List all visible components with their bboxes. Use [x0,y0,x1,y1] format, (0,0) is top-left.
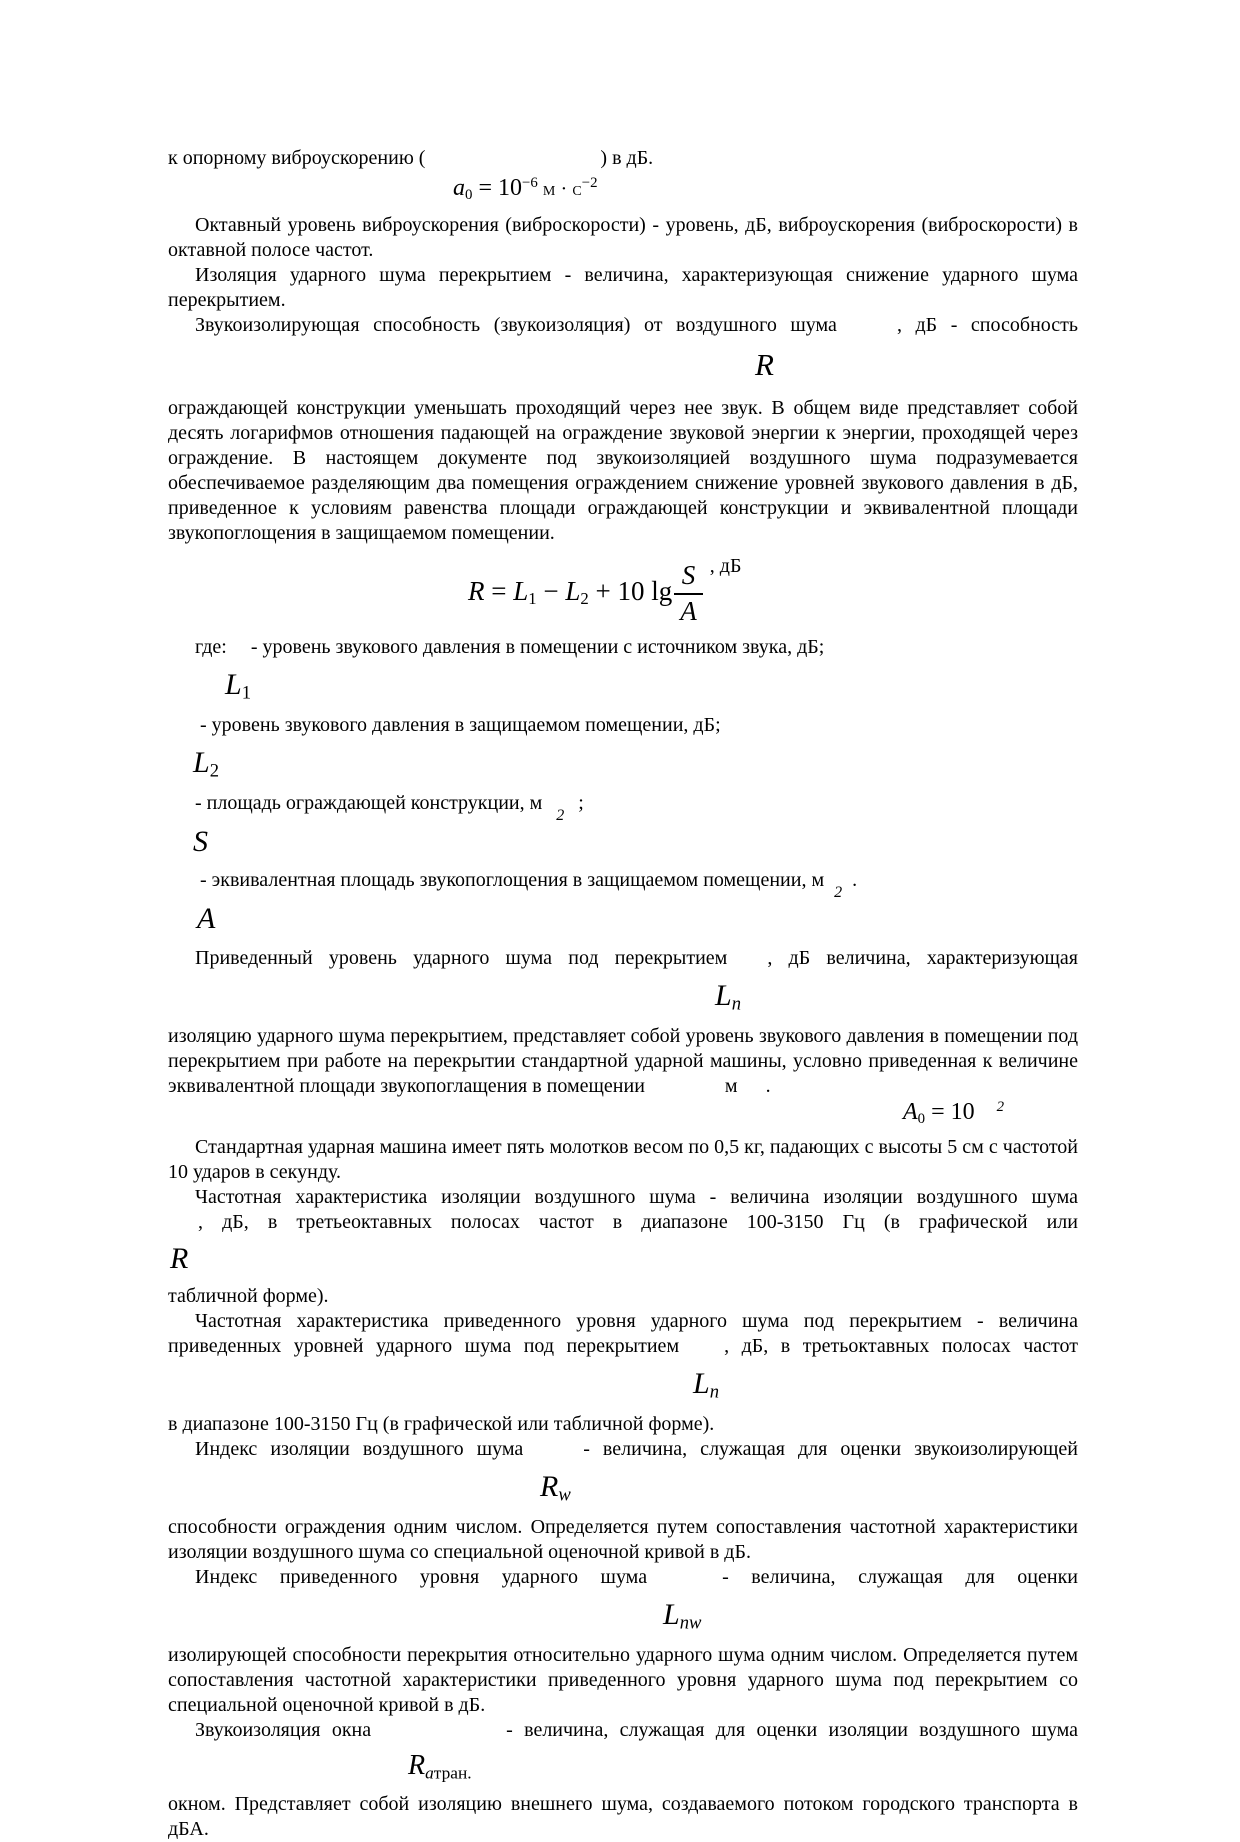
formula-part: , дБ [709,555,742,578]
formula-part: 2 [580,588,589,608]
misplaced-superscript: 2 [834,884,843,902]
paragraph-airborne-index-description [168,1515,1078,1565]
formula-part: nw [679,1612,702,1634]
text-run: приведенных уровней ударного шума под перекрытием [168,1335,680,1358]
blank-gap [227,651,251,653]
paragraph-impact-index-description [168,1643,1078,1718]
blank-gap [975,1117,997,1119]
text-run: Частотная характеристика приведенного уровня ударного шума под перекрытием - величина [195,1310,1078,1333]
paragraph-reference-acceleration [168,146,1078,171]
paragraph-frequency-characteristic-impact [168,1309,1078,1334]
paragraph-L2-definition [168,713,1078,738]
paragraph-airborne-index [168,1437,1078,1462]
document-content [168,146,1078,1842]
symbol-R-frequency [170,1242,1078,1277]
text-run: . [765,1074,771,1097]
text-run: Приведенный уровень ударного шума под перекрытием [195,946,728,969]
text-run: - эквивалентная площадь звукопоглощения в защищаемом помещении, м [200,869,825,892]
blank-gap [542,807,556,809]
blank-gap [824,884,834,886]
blank-gap [842,884,852,886]
text-run: изоляцию ударного шума перекрытием, представляет собой уровень звукового давления в помещении под перекрытием при работе на перекрытии стандартной ударной машины, условно приведенная к величине эквивалентной площади звукопоглащения в помещении [168,1024,1078,1097]
formula-part: A [903,1098,918,1125]
text-run: способности ограждения одним числом. Определяется путем сопоставления частотной характеристики изоляции воздушного шума со специальной оценочной кривой в дБ. [168,1516,1078,1564]
text-run: Индекс приведенного уровня ударного шума [195,1566,648,1589]
formula-part: a [453,175,465,202]
formula-part: w [558,1484,571,1506]
formula-part: + 10 lg [588,575,673,606]
formula-part: R [540,1470,559,1504]
symbol-Ra-tran [408,1750,1078,1783]
formula-part: тран. [433,1763,472,1783]
text-run: - величина, служащая для оценки [722,1566,1079,1589]
formula-part: 1 [528,588,537,608]
formula-part: = 10 [472,175,522,202]
blank-gap [564,807,578,809]
text-run: ; [578,791,584,814]
formula-part: n [731,993,741,1015]
paragraph-octave-level [168,213,1078,263]
text-run: - уровень звукового давления в помещении с источником звука, дБ; [250,635,825,658]
text-run: , дБ - способность [896,313,1079,336]
formula-part: м · с [537,178,582,201]
blank-gap [837,329,897,331]
text-run: , дБ, в третьеоктавных полосах частот в диапазоне 100-3150 Гц (в графической или [198,1210,1078,1233]
text-run: ограждающей конструкции уменьшать проходящий через нее звук. В общем виде представляет собой десять логарифмов отношения падающей на ограждение звуковой энергии к энергии, проходящей через ограждение. В настоящем документе под звукоизоляцией воздушного шума подразумевается обеспечиваемое разделяющим два помещения ограждением снижение уровней звукового давления в дБ, приведенное к условиям равенства площади ограждающей конструкции и эквивалентной площади звукопоглощения в защищаемом помещении. [168,396,1078,544]
blank-gap [168,1226,198,1228]
paragraph-table-form [168,1284,1078,1309]
formula-part: −2 [581,175,598,191]
text-run: м [724,1074,738,1097]
blank-gap [523,1453,583,1455]
text-run: - площадь ограждающей конструкции, м [195,791,543,814]
text-run: Звукоизолирующая способность (звукоизоляция) от воздушного шума [195,313,837,336]
text-run: изолирующей способности перекрытия относительно ударного шума одним числом. Определяется путем сопоставления частотной характеристики приведенного уровня ударного шума под перекрытием со специальной оценочной кривой в дБ. [168,1644,1078,1717]
formula-part: а [425,1763,434,1783]
formula-part: L [193,745,210,779]
paragraph-window-insulation [168,1718,1078,1743]
symbol-S [193,825,1078,860]
formula-part: R [755,346,774,382]
paragraph-sound-insulation-ability [168,313,1078,338]
text-run: , дБ, в третьоктавных полосах частот [724,1335,1078,1358]
text-run: Изоляция ударного шума перекрытием - величина, характеризующая снижение ударного шума перекрытием. [168,263,1078,311]
paragraph-window-insulation-description [168,1792,1078,1842]
paragraph-A-definition [168,868,1078,902]
formula-part: L [663,1598,680,1632]
paragraph-frequency-characteristic-impact-2 [168,1334,1078,1359]
misplaced-superscript: 2 [556,806,565,824]
paragraph-reduced-impact-level [168,946,1078,971]
text-run: - уровень звукового давления в защищаемом помещении, дБ; [200,713,721,736]
symbol-Lnw [663,1598,1078,1634]
text-run: Звукоизоляция окна [195,1719,372,1742]
text-run: . [852,869,858,892]
text-run: - величина, служащая для оценки звукоизолирующей [583,1438,1079,1461]
paragraph-impact-index [168,1565,1078,1590]
symbol-L1 [225,668,1078,704]
text-run: в диапазоне 100-3150 Гц (в графической или табличной форме). [168,1413,715,1436]
fraction [674,560,703,627]
formula-part: R [408,1750,426,1782]
paragraph-standard-machine [168,1135,1078,1185]
formula-part: n [709,1381,719,1403]
symbol-R [755,347,1078,383]
text-run: Октавный уровень виброускорения (виброскорости) - уровень, дБ, виброускорения (виброскорости) в октавной полосе частот. [168,213,1078,261]
paragraph-enclosure-definition [168,396,1078,546]
symbol-Ln-2 [693,1367,1078,1403]
fraction-numerator: S [681,559,696,590]
paragraph-impact-noise-insulation [168,263,1078,313]
formula-part: − [536,575,566,606]
paragraph-where-L1 [168,635,1078,660]
formula-a0 [453,175,1078,204]
blank-gap [371,1734,506,1736]
paragraph-frequency-characteristic-air [168,1185,1078,1210]
formula-part: = [484,575,514,606]
text-run: табличной форме). [168,1285,329,1308]
formula-part: L [225,667,242,701]
formula-part: 2 [209,760,219,782]
blank-gap [645,1090,725,1092]
paragraph-frequency-characteristic-air-2 [168,1210,1078,1235]
text-run: ) в дБ. [600,147,654,169]
symbol-L2 [193,746,1078,782]
blank-gap [738,1090,766,1092]
text-run: Стандартная ударная машина имеет пять молотков весом по 0,5 кг, падающих с высоты 5 см с частотой 10 ударов в секунду. [168,1135,1078,1183]
formula-part: = 10 [925,1098,975,1125]
formula-part: 1 [241,682,251,704]
symbol-Rw [540,1470,1078,1506]
formula-part: L [693,1367,710,1401]
formula-part: 0 [465,186,473,203]
formula-part: S [193,824,208,858]
formula-part: 2 [996,1098,1005,1115]
blank-gap [679,1350,724,1352]
equation-R [468,555,1078,627]
text-run: , дБ величина, характеризующая [767,946,1078,969]
formula-part: −6 [521,175,538,191]
symbol-A [197,902,1078,937]
formula-part: L [715,978,732,1012]
text-run: Индекс изоляции воздушного шума [195,1438,524,1461]
blank-gap [647,1581,722,1583]
text-run: где: [195,635,227,658]
formula-part: 0 [917,1110,926,1127]
text-run: к опорному виброускорению ( [168,147,426,169]
symbol-Ln [715,979,1078,1015]
paragraph-S-definition [168,791,1078,824]
formula-part: A [197,902,216,936]
formula-part: L [513,575,529,606]
paragraph-range [168,1412,1078,1437]
formula-part: R [468,575,485,606]
text-run: Частотная характеристика изоляции воздушного шума - величина изоляции воздушного шума [195,1185,1078,1208]
text-run: окном. Представляет собой изоляцию внешнего шума, создаваемого потоком городского транспорта в дБА. [168,1792,1078,1840]
blank-gap [425,162,600,164]
paragraph-impact-noise-description [168,1024,1078,1099]
blank-gap [727,962,767,964]
text-run: - величина, служащая для оценки изоляции воздушного шума [506,1719,1078,1742]
formula-part: R [170,1241,189,1275]
formula-A0 [903,1099,1078,1128]
fraction-denominator: A [674,593,703,627]
formula-part: L [565,575,581,606]
